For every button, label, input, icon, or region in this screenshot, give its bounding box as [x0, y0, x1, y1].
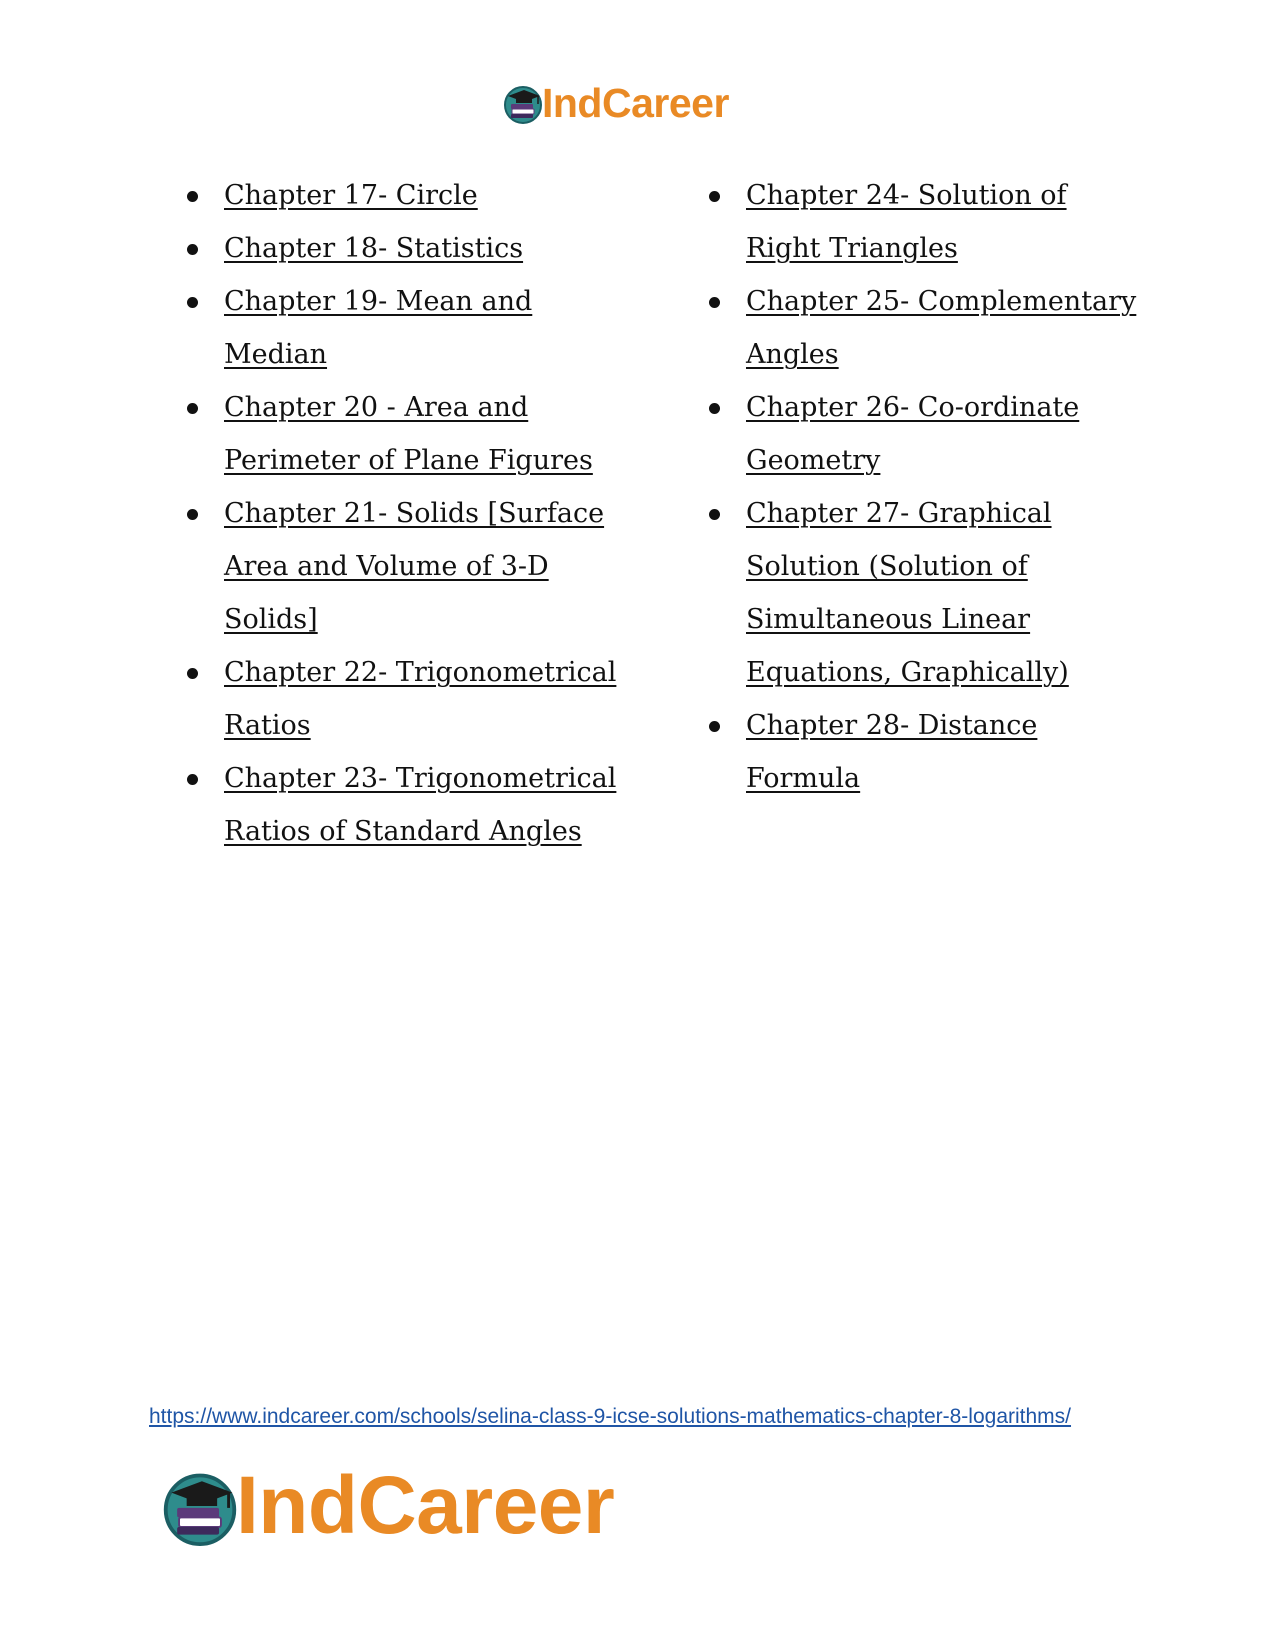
chapter-27-link[interactable]: Chapter 27- Graphical Solution (Solution of Simultaneous Linear Equations, Graphically) [746, 498, 1069, 688]
bullet-icon [187, 191, 198, 202]
chapter-list-left [184, 169, 624, 858]
chapter-17-link[interactable]: Chapter 17- Circle [224, 180, 478, 211]
footer-logo-text: IndCareer [236, 1460, 615, 1551]
bullet-icon [709, 403, 720, 414]
bullet-icon [187, 244, 198, 255]
chapter-22-link[interactable]: Chapter 22- Trigonometrical Ratios [224, 657, 617, 741]
list-item [184, 646, 639, 752]
list-item [184, 381, 624, 487]
chapter-28-link[interactable]: Chapter 28- Distance Formula [746, 710, 1038, 794]
bullet-icon [709, 191, 720, 202]
bullet-icon [709, 721, 720, 732]
graduation-cap-books-globe-icon [502, 82, 544, 124]
chapter-20-link[interactable]: Chapter 20 - Area and Perimeter of Plane Figures [224, 392, 593, 476]
bullet-icon [709, 509, 720, 520]
chapter-list-right [706, 169, 1146, 805]
graduation-cap-books-globe-icon [160, 1466, 240, 1546]
chapter-19-link[interactable]: Chapter 19- Mean and Median [224, 286, 533, 370]
list-item [706, 381, 1096, 487]
bullet-icon [187, 403, 198, 414]
chapter-25-link[interactable]: Chapter 25- Complementary Angles [746, 286, 1137, 370]
chapter-26-link[interactable]: Chapter 26- Co-ordinate Geometry [746, 392, 1080, 476]
chapter-18-link[interactable]: Chapter 18- Statistics [224, 233, 524, 264]
header-logo-text: IndCareer [542, 79, 729, 126]
list-item [184, 487, 614, 646]
bullet-icon [187, 668, 198, 679]
chapter-23-link[interactable]: Chapter 23- Trigonometrical Ratios of Standard Angles [224, 763, 617, 847]
list-item [184, 275, 554, 381]
list-item [184, 222, 624, 275]
list-item [706, 275, 1166, 381]
header-logo [502, 78, 729, 128]
chapter-24-link[interactable]: Chapter 24- Solution of Right Triangles [746, 180, 1067, 264]
list-item [706, 169, 1086, 275]
source-url-link[interactable]: https://www.indcareer.com/schools/selina-class-9-icse-solutions-mathematics-chapter-8-logarithms/ [149, 1405, 1072, 1428]
bullet-icon [187, 297, 198, 308]
bullet-icon [187, 774, 198, 785]
footer-logo [160, 1458, 614, 1554]
list-item [706, 487, 1086, 699]
list-item [706, 699, 1076, 805]
bullet-icon [187, 509, 198, 520]
chapter-21-link[interactable]: Chapter 21- Solids [Surface Area and Volume of 3-D Solids] [224, 498, 605, 635]
list-item [184, 169, 624, 222]
bullet-icon [709, 297, 720, 308]
list-item [184, 752, 639, 858]
